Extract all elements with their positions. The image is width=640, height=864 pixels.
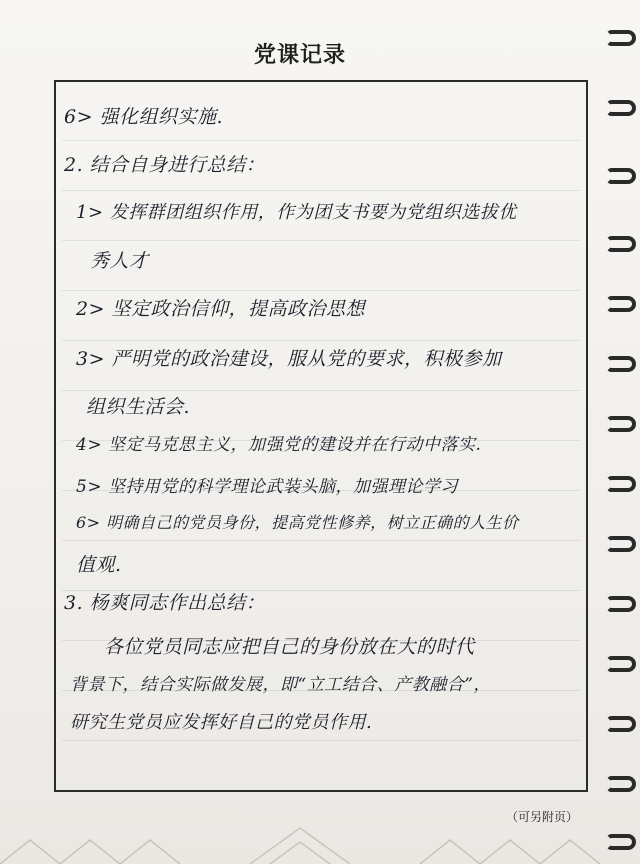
decorative-border-pattern (0, 820, 600, 864)
record-frame (54, 80, 588, 792)
note-line-15: 研究生党员应发挥好自己的党员作用. (70, 712, 373, 733)
note-line-10: 6> 明确自己的党员身份，提高党性修养，树立正确的人生价 (76, 513, 519, 532)
note-line-3: 1> 发挥群团组织作用，作为团支书要为党组织选拔优 (76, 202, 517, 223)
note-line-9: 5> 坚持用党的科学理论武装头脑，加强理论学习 (76, 477, 458, 497)
note-line-4: 秀人才 (90, 250, 149, 272)
note-line-5: 2> 坚定政治信仰，提高政治思想 (76, 298, 366, 320)
note-line-2: 2. 结合自身进行总结： (64, 154, 266, 176)
note-line-8: 4> 坚定马克思主义，加强党的建设并在行动中落实. (76, 435, 482, 455)
note-line-7: 组织生活会. (86, 396, 191, 418)
spiral-binding (600, 0, 640, 864)
note-line-1: 6> 强化组织实施. (64, 106, 224, 128)
page-title: 党课记录 (253, 43, 346, 68)
note-line-13: 各位党员同志应把自己的身份放在大的时代 (104, 636, 475, 658)
note-line-12: 3. 杨爽同志作出总结： (64, 592, 266, 614)
footer-note: （可另附页） (505, 810, 578, 824)
note-line-14: 背景下，结合实际做发展，即“立工结合、产教融合”， (70, 675, 491, 695)
note-line-11: 值观. (76, 554, 122, 576)
note-line-6: 3> 严明党的政治建设，服从党的要求，积极参加 (76, 348, 502, 370)
